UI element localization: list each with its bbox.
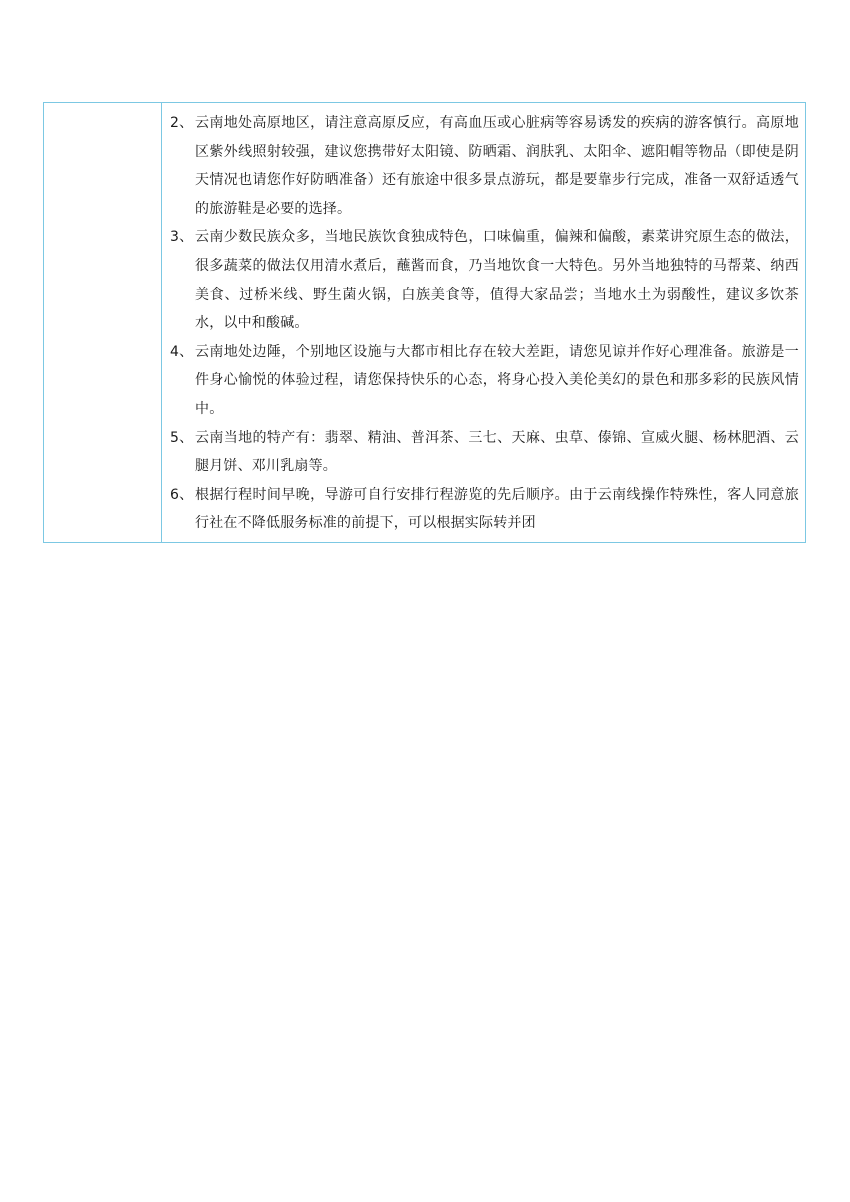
note-item-food: [170, 223, 799, 337]
note-text: 云南当地的特产有：翡翠、精油、普洱茶、三七、天麻、虫草、傣锦、宣威火腿、杨林肥酒、云腿月饼、邓川乳扇等。: [195, 429, 799, 475]
note-number: 2、: [170, 115, 194, 131]
note-text: 云南少数民族众多，当地民族饮食独成特色，口味偏重，偏辣和偏酸，素菜讲究原生态的做法，很多蔬菜的做法仅用清水煮后，蘸酱而食，乃当地饮食一大特色。另外当地独特的马帮菜、纳西美食、过桥米线、野生菌火锅，白族美食等，值得大家品尝；当地水土为弱酸性，建议多饮茶水，以中和酸碱。: [195, 229, 799, 332]
note-item-specialties: [170, 424, 799, 481]
table-row: [44, 103, 806, 543]
note-item-itinerary: [170, 481, 799, 538]
note-number: 4、: [170, 343, 194, 360]
notes-list: [170, 109, 799, 538]
note-number: 5、: [170, 429, 194, 446]
note-number: 3、: [170, 229, 194, 246]
note-item-facilities: [170, 338, 799, 424]
note-text: 根据行程时间早晚，导游可自行安排行程游览的先后顺序。由于云南线操作特殊性，客人同意旅行社在不降低服务标准的前提下，可以根据实际转并团: [195, 486, 799, 532]
notes-cell: [162, 103, 806, 543]
note-text: 云南地处高原地区，请注意高原反应，有高血压或心脏病等容易诱发的疾病的游客慎行。高原地区紫外线照射较强，建议您携带好太阳镜、防晒霜、润肤乳、太阳伞、遮阳帽等物品（即使是阴天情况也请您作好防晒准备）还有旅途中很多景点游玩，都是要靠步行完成，准备一双舒适透气的旅游鞋是必要的选择。: [195, 115, 799, 217]
note-item-altitude: [170, 109, 799, 223]
note-text: 云南地处边陲，个别地区设施与大都市相比存在较大差距，请您见谅并作好心理准备。旅游是一件身心愉悦的体验过程，请您保持快乐的心态，将身心投入美伦美幻的景色和那多彩的民族风情中。: [195, 343, 799, 417]
label-cell: [44, 103, 162, 543]
note-number: 6、: [170, 486, 194, 503]
travel-notes-table: [43, 102, 806, 543]
